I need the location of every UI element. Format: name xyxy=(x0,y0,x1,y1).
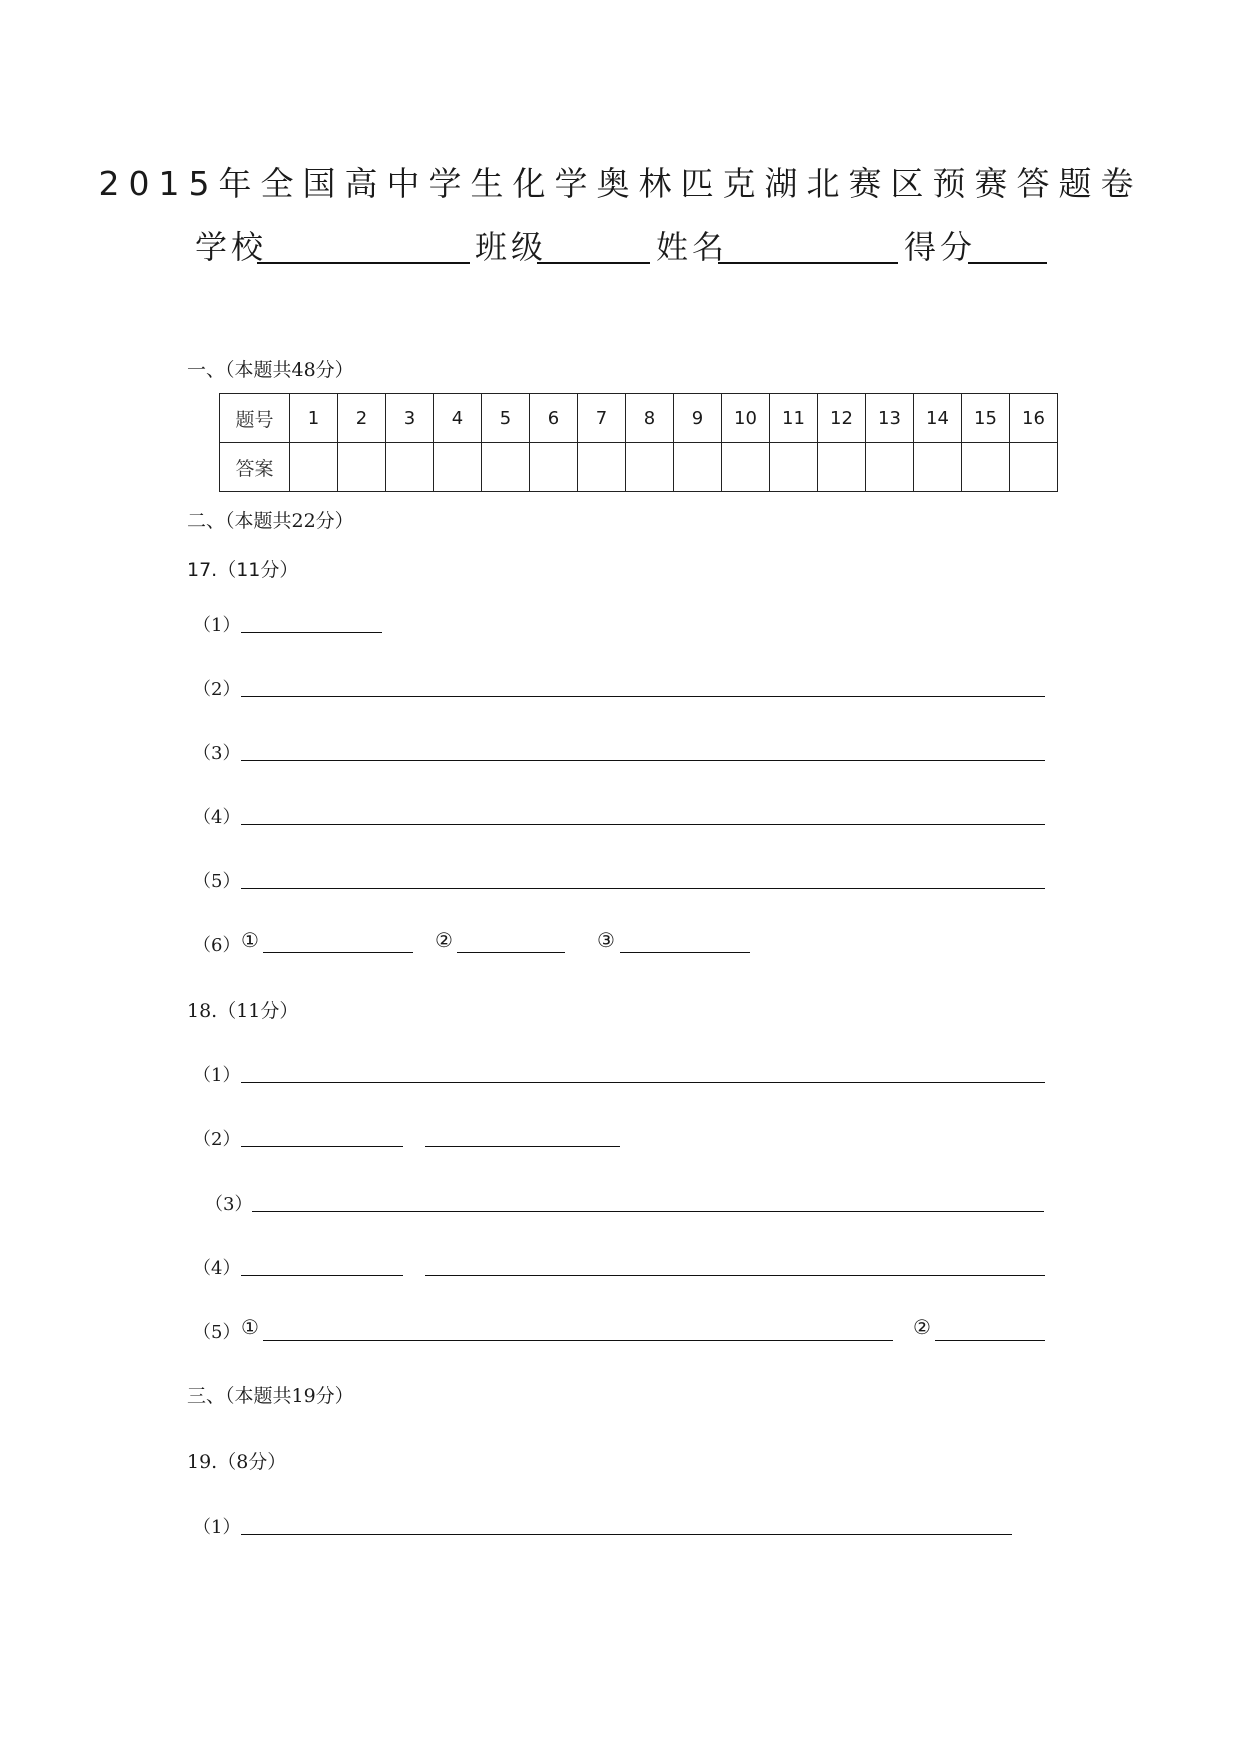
page-title: 2015年全国高中学生化学奥林匹克湖北赛区预赛答题卷 xyxy=(98,164,1143,203)
q17-sub6-answer-line-3[interactable] xyxy=(620,952,750,953)
question-number: 5 xyxy=(482,394,530,443)
answer-cell[interactable] xyxy=(290,443,338,492)
q17-sub2-label: （2） xyxy=(193,679,241,700)
answer-cell[interactable] xyxy=(434,443,482,492)
question-number: 10 xyxy=(722,394,770,443)
table-row-numbers xyxy=(220,394,1058,443)
table-row-answers xyxy=(220,443,1058,492)
q17-sub6-label: （6） xyxy=(193,935,241,956)
answer-cell[interactable] xyxy=(914,443,962,492)
q17-sub6-mark-2: ② xyxy=(435,928,453,952)
question-number: 15 xyxy=(962,394,1010,443)
answer-cell[interactable] xyxy=(578,443,626,492)
answer-cell[interactable] xyxy=(1010,443,1058,492)
q17-sub2-answer-line[interactable] xyxy=(241,696,1045,697)
question-number: 13 xyxy=(866,394,914,443)
q18-sub5-answer-line-1[interactable] xyxy=(263,1340,893,1341)
question-number: 9 xyxy=(674,394,722,443)
q18-sub5-label: （5） xyxy=(193,1322,241,1343)
q18-sub4-answer-line-1[interactable] xyxy=(241,1275,403,1276)
question-19-title: 19.（8分） xyxy=(187,1451,287,1473)
answer-cell[interactable] xyxy=(866,443,914,492)
answer-cell[interactable] xyxy=(770,443,818,492)
question-number: 11 xyxy=(770,394,818,443)
question-17-title: 17.（11分） xyxy=(187,559,299,581)
class-field[interactable] xyxy=(537,262,650,264)
question-number: 14 xyxy=(914,394,962,443)
answer-cell[interactable] xyxy=(386,443,434,492)
q19-sub1-answer-line[interactable] xyxy=(241,1534,1012,1535)
q17-sub6-answer-line-1[interactable] xyxy=(263,952,413,953)
q17-sub1-label: （1） xyxy=(193,615,241,636)
question-number: 8 xyxy=(626,394,674,443)
question-number: 3 xyxy=(386,394,434,443)
answer-cell[interactable] xyxy=(482,443,530,492)
q18-sub4-answer-line-2[interactable] xyxy=(425,1275,1045,1276)
q18-sub3-answer-line[interactable] xyxy=(252,1211,1044,1212)
question-number: 12 xyxy=(818,394,866,443)
q18-sub2-label: （2） xyxy=(193,1129,241,1150)
question-number: 1 xyxy=(290,394,338,443)
question-number: 7 xyxy=(578,394,626,443)
row-label-number: 题号 xyxy=(220,394,290,443)
answer-cell[interactable] xyxy=(962,443,1010,492)
q17-sub4-label: （4） xyxy=(193,807,241,828)
q17-sub1-answer-line[interactable] xyxy=(241,632,382,633)
name-label: 姓名 xyxy=(656,228,729,266)
q17-sub6-mark-3: ③ xyxy=(597,928,615,952)
answer-cell[interactable] xyxy=(626,443,674,492)
q18-sub1-label: （1） xyxy=(193,1065,241,1086)
class-label: 班级 xyxy=(475,228,548,266)
answer-cell[interactable] xyxy=(530,443,578,492)
answer-table xyxy=(219,393,1058,492)
q18-sub5-mark-1: ① xyxy=(241,1315,259,1339)
answer-cell[interactable] xyxy=(338,443,386,492)
q17-sub5-answer-line[interactable] xyxy=(241,888,1045,889)
q17-sub6-answer-line-2[interactable] xyxy=(457,952,565,953)
answer-cell[interactable] xyxy=(674,443,722,492)
q18-sub5-answer-line-2[interactable] xyxy=(935,1340,1045,1341)
answer-cell[interactable] xyxy=(818,443,866,492)
q18-sub4-label: （4） xyxy=(193,1258,241,1279)
score-label: 得分 xyxy=(904,228,977,266)
part1-heading: 一、（本题共48分） xyxy=(187,359,354,381)
part3-heading: 三、（本题共19分） xyxy=(187,1385,354,1407)
name-field[interactable] xyxy=(718,262,898,264)
school-field[interactable] xyxy=(257,262,470,264)
q17-sub4-answer-line[interactable] xyxy=(241,824,1045,825)
part2-heading: 二、（本题共22分） xyxy=(187,510,354,532)
q18-sub2-answer-line-2[interactable] xyxy=(425,1146,620,1147)
q18-sub1-answer-line[interactable] xyxy=(241,1082,1045,1083)
q18-sub3-label: （3） xyxy=(205,1194,253,1215)
question-number: 4 xyxy=(434,394,482,443)
q17-sub3-answer-line[interactable] xyxy=(241,760,1045,761)
answer-cell[interactable] xyxy=(722,443,770,492)
q17-sub5-label: （5） xyxy=(193,871,241,892)
q18-sub2-answer-line-1[interactable] xyxy=(241,1146,403,1147)
question-number: 16 xyxy=(1010,394,1058,443)
row-label-answer: 答案 xyxy=(220,443,290,492)
q17-sub3-label: （3） xyxy=(193,743,241,764)
student-info-row xyxy=(0,222,1241,272)
school-label: 学校 xyxy=(195,228,268,266)
q17-sub6-mark-1: ① xyxy=(241,928,259,952)
q19-sub1-label: （1） xyxy=(193,1517,241,1538)
q18-sub5-mark-2: ② xyxy=(913,1315,931,1339)
score-field[interactable] xyxy=(968,262,1047,264)
question-number: 2 xyxy=(338,394,386,443)
question-18-title: 18.（11分） xyxy=(187,1000,299,1022)
question-number: 6 xyxy=(530,394,578,443)
